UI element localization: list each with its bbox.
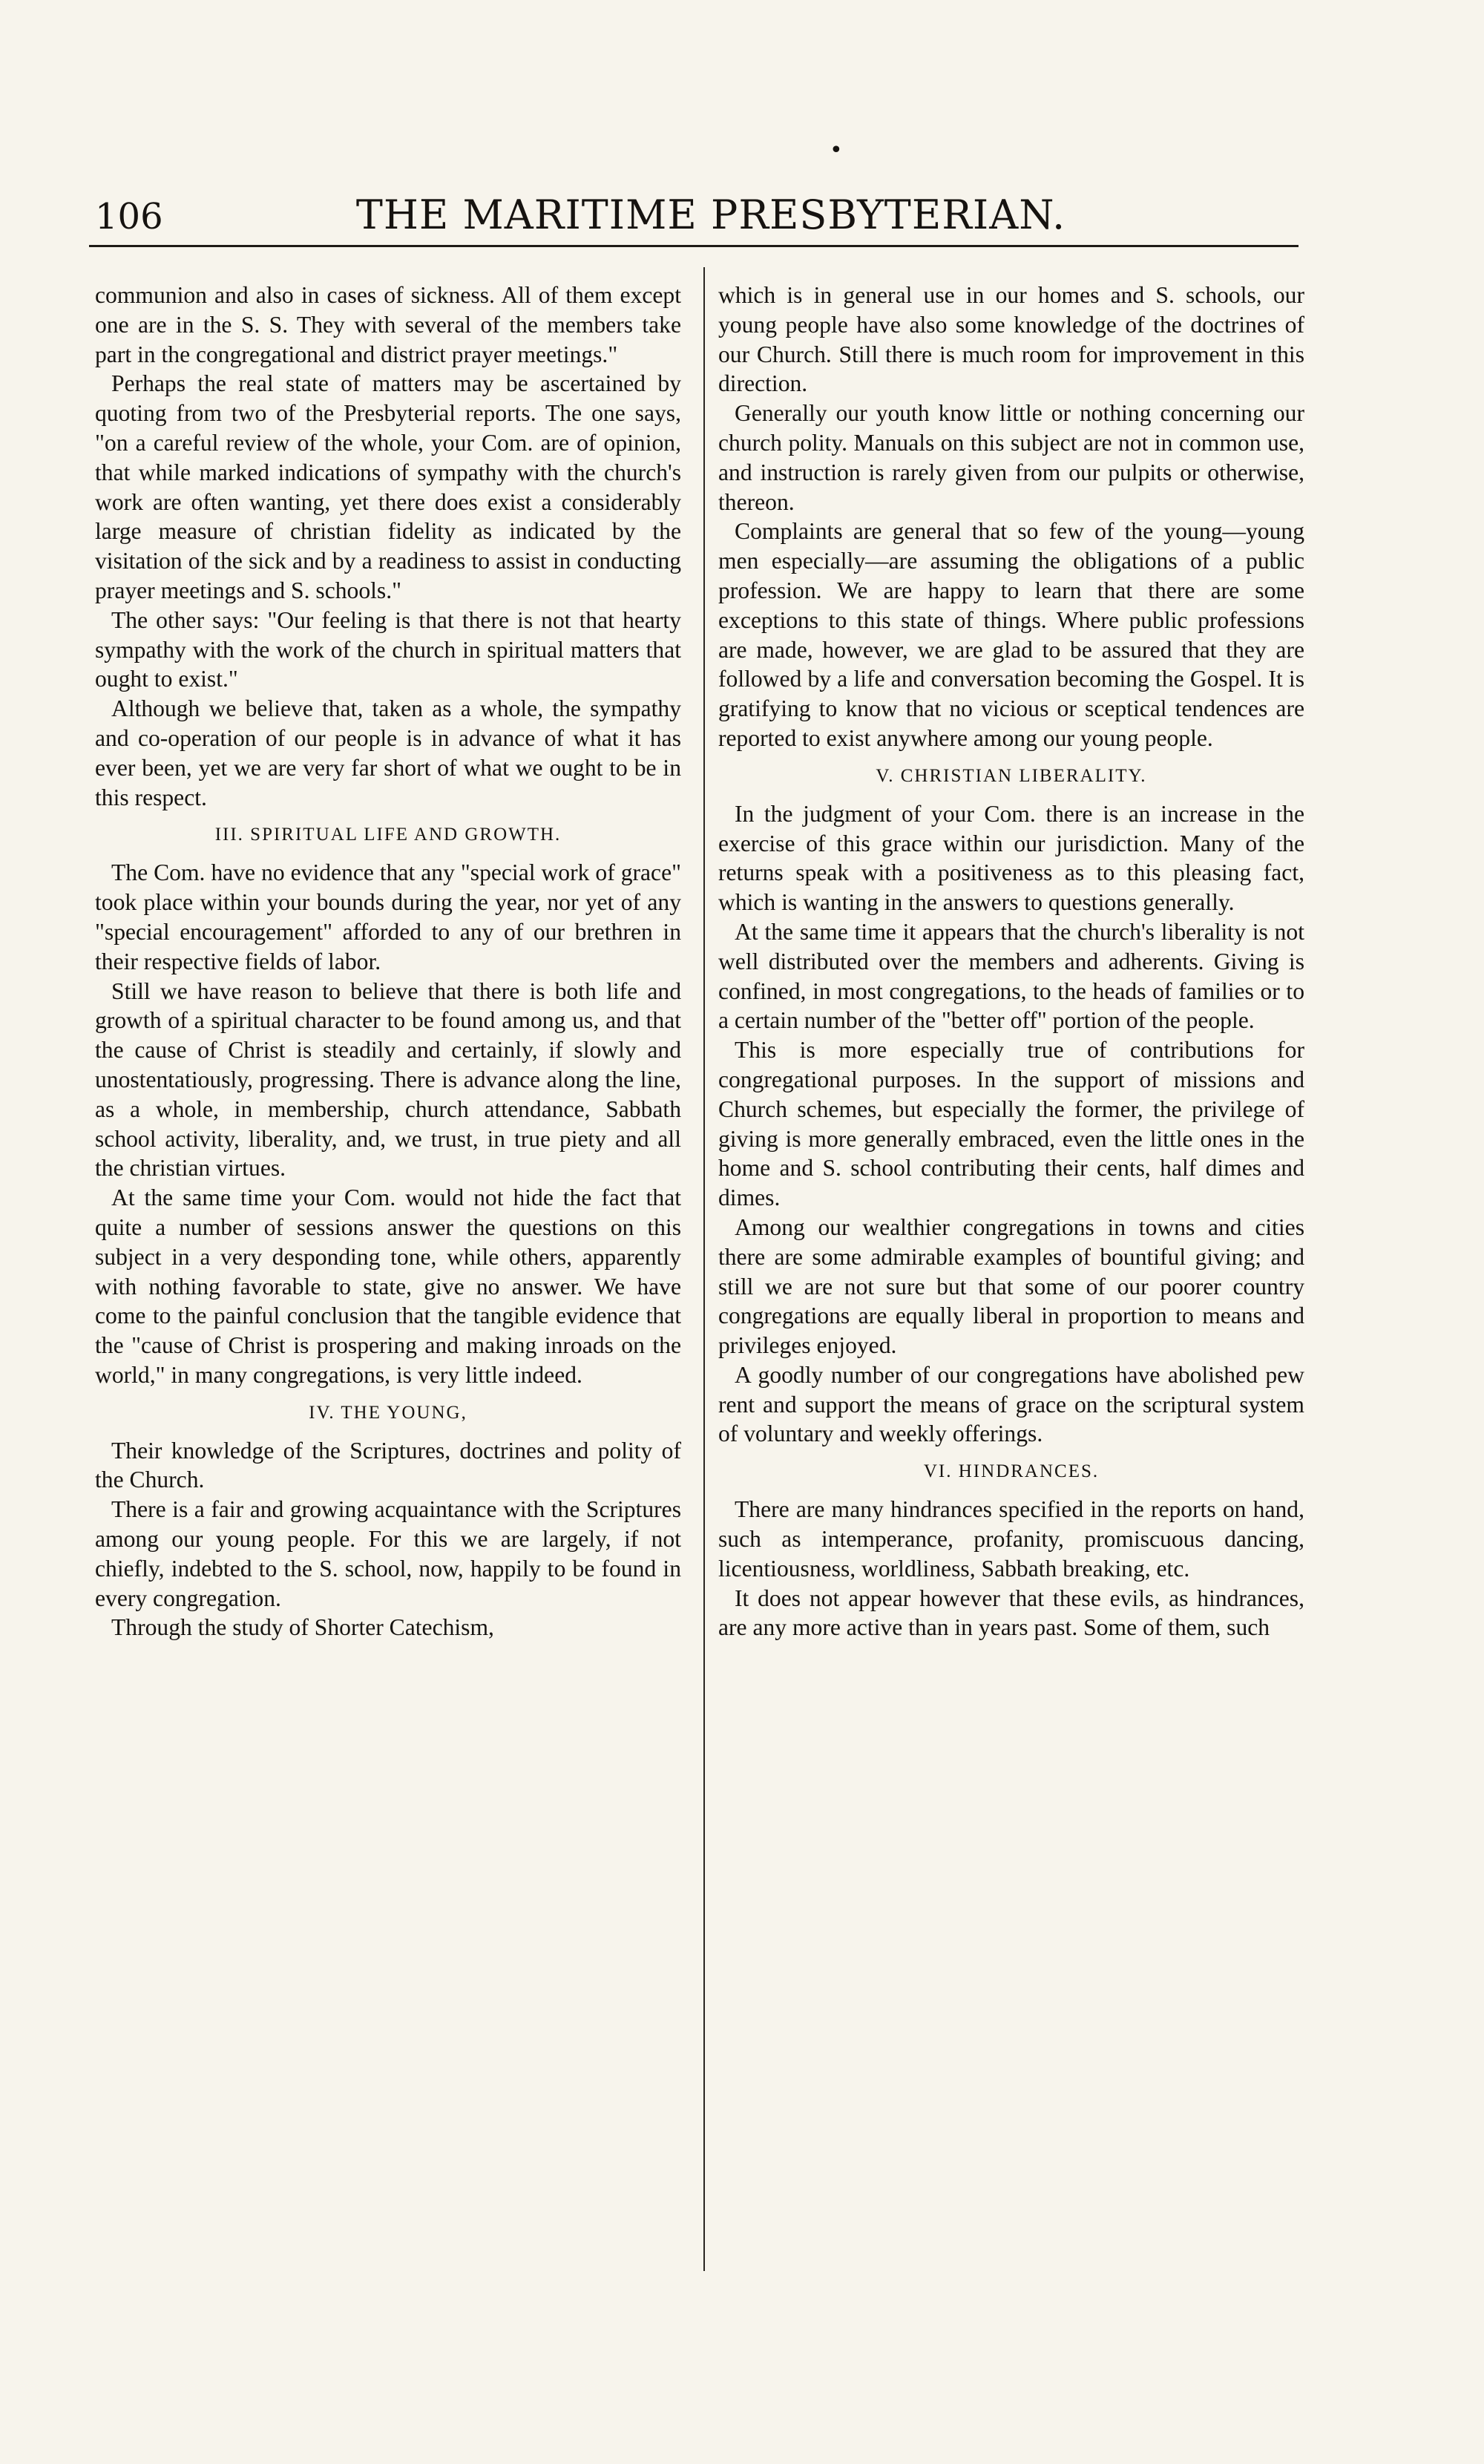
paragraph: Generally our youth know little or nothing concerning our church polity. Manuals on this subject are not in common use, and instruction is rarely given from our pulpits or otherwise, thereon. [718, 400, 1304, 515]
right-column [718, 281, 1304, 1642]
paragraph: In the judgment of your Com. there is an increase in the exercise of this grace within our jurisdiction. Many of the returns speak with a positiveness as to this pleasing fact, which is wanting in the answers to questions generally. [718, 800, 1304, 916]
paragraph: The Com. have no evidence that any "special work of grace" took place within your bounds during the year, nor yet of any "special encouragement" afforded to any of our brethren in their respective fields of labor. [95, 859, 681, 974]
paragraph: Through the study of Shorter Catechism, [111, 1614, 494, 1641]
paragraph: There are many hindrances specified in the reports on hand, such as intemperance, profanity, promiscuous dancing, licentiousness, worldliness, Sabbath breaking, etc. [718, 1496, 1304, 1582]
paragraph: Complaints are general that so few of the young—young men especially—are assuming the obligations of a public profession. We are happy to learn that there are some exceptions to this state of things. Where public professions are made, however, we are glad to be assured that they are followed by a life and conversation becoming the Gospel. It is gratifying to know that no vicious or sceptical tendences are reported to exist anywhere among our young people. [718, 518, 1304, 751]
paragraph: A goodly number of our congregations have abolished pew rent and support the means of grace on the scriptural system of voluntary and weekly offerings. [718, 1361, 1304, 1447]
paragraph: Their knowledge of the Scriptures, doctrines and polity of the Church. [95, 1437, 681, 1493]
paragraph: Among our wealthier congregations in towns and cities there are some admirable examples of bountiful giving; and still we are not sure but that some of our poorer country congregations are equally liberal in proportion to means and privileges enjoyed. [718, 1213, 1304, 1359]
paragraph: There is a fair and growing acquaintance with the Scriptures among our young people. For this we are largely, if not chiefly, indebted to the S. school, now, happily to be found in every congregation. [95, 1496, 681, 1611]
top-dot-mark: • [830, 137, 843, 163]
section-heading-spiritual-life: III. SPIRITUAL LIFE AND GROWTH. [214, 825, 562, 845]
paragraph: The other says: "Our feeling is that there is not that hearty sympathy with the work of the church in spiritual matters that ought to exist." [95, 606, 681, 692]
paragraph: At the same time your Com. would not hide the fact that quite a number of sessions answer the questions on this subject in a very desponding tone, while others, apparently with nothing favorable to state, give no answer. We have come to the painful conclusion that the tangible evidence that the "cause of Christ is prospering and making inroads on the world," in many congregations, is very little indeed. [95, 1185, 681, 1388]
paragraph: which is in general use in our homes and S. schools, our young people have also some knowledge of the doctrines of our Church. Still there is much room for improvement in this direction. [718, 282, 1304, 397]
paragraph: communion and also in cases of sickness. All of them except one are in the S. S. They with several of the members take part in the congregational and district prayer meetings." [95, 282, 681, 367]
section-heading-hindrances: VI. HINDRANCES. [923, 1461, 1100, 1482]
left-column [95, 281, 681, 1642]
running-title: THE MARITIME PRESBYTERIAN. [355, 191, 1066, 238]
page-number: 106 [95, 196, 163, 237]
paragraph: Still we have reason to believe that there is both life and growth of a spiritual character to be found among us, and that the cause of Christ is steadily and certainly, if slowly and unostentatiously, progressing. There is advance along the line, as a whole, in membership, church attendance, Sabbath school activity, liberality, and, we trust, in true piety and all the christian virtues. [95, 977, 681, 1182]
header-rule [89, 245, 1298, 247]
paragraph: At the same time it appears that the church's liberality is not well distributed over the members and adherents. Giving is confined, in most congregations, to the heads of families or to a certain number of the "better off" portion of the people. [718, 918, 1304, 1034]
section-heading-the-young: IV. THE YOUNG, [309, 1402, 467, 1423]
page-header [95, 191, 1297, 243]
column-divider [703, 267, 705, 2271]
paragraph: This is more especially true of contributions for congregational purposes. In the support of missions and Church schemes, but especially the former, the privilege of giving is more generally embraced, even the little ones in the home and S. school contributing their cents, half dimes and dimes. [718, 1037, 1304, 1211]
section-heading-christian-liberality: V. CHRISTIAN LIBERALITY. [876, 765, 1147, 786]
paragraph: Although we believe that, taken as a whole, the sympathy and co-operation of our people is in advance of what it has ever been, yet we are very far short of what we ought to be in this respect. [95, 695, 681, 810]
paragraph: Perhaps the real state of matters may be ascertained by quoting from two of the Presbyterial reports. The one says, "on a careful review of the whole, your Com. are of opinion, that while marked indications of sympathy with the church's work are often wanting, yet there does exist a considerably large measure of christian fidelity as indicated by the visitation of the sick and by a readiness to assist in conducting prayer meetings and S. schools." [95, 370, 681, 603]
paragraph: It does not appear however that these evils, as hindrances, are any more active than in years past. Some of them, such [718, 1585, 1304, 1641]
